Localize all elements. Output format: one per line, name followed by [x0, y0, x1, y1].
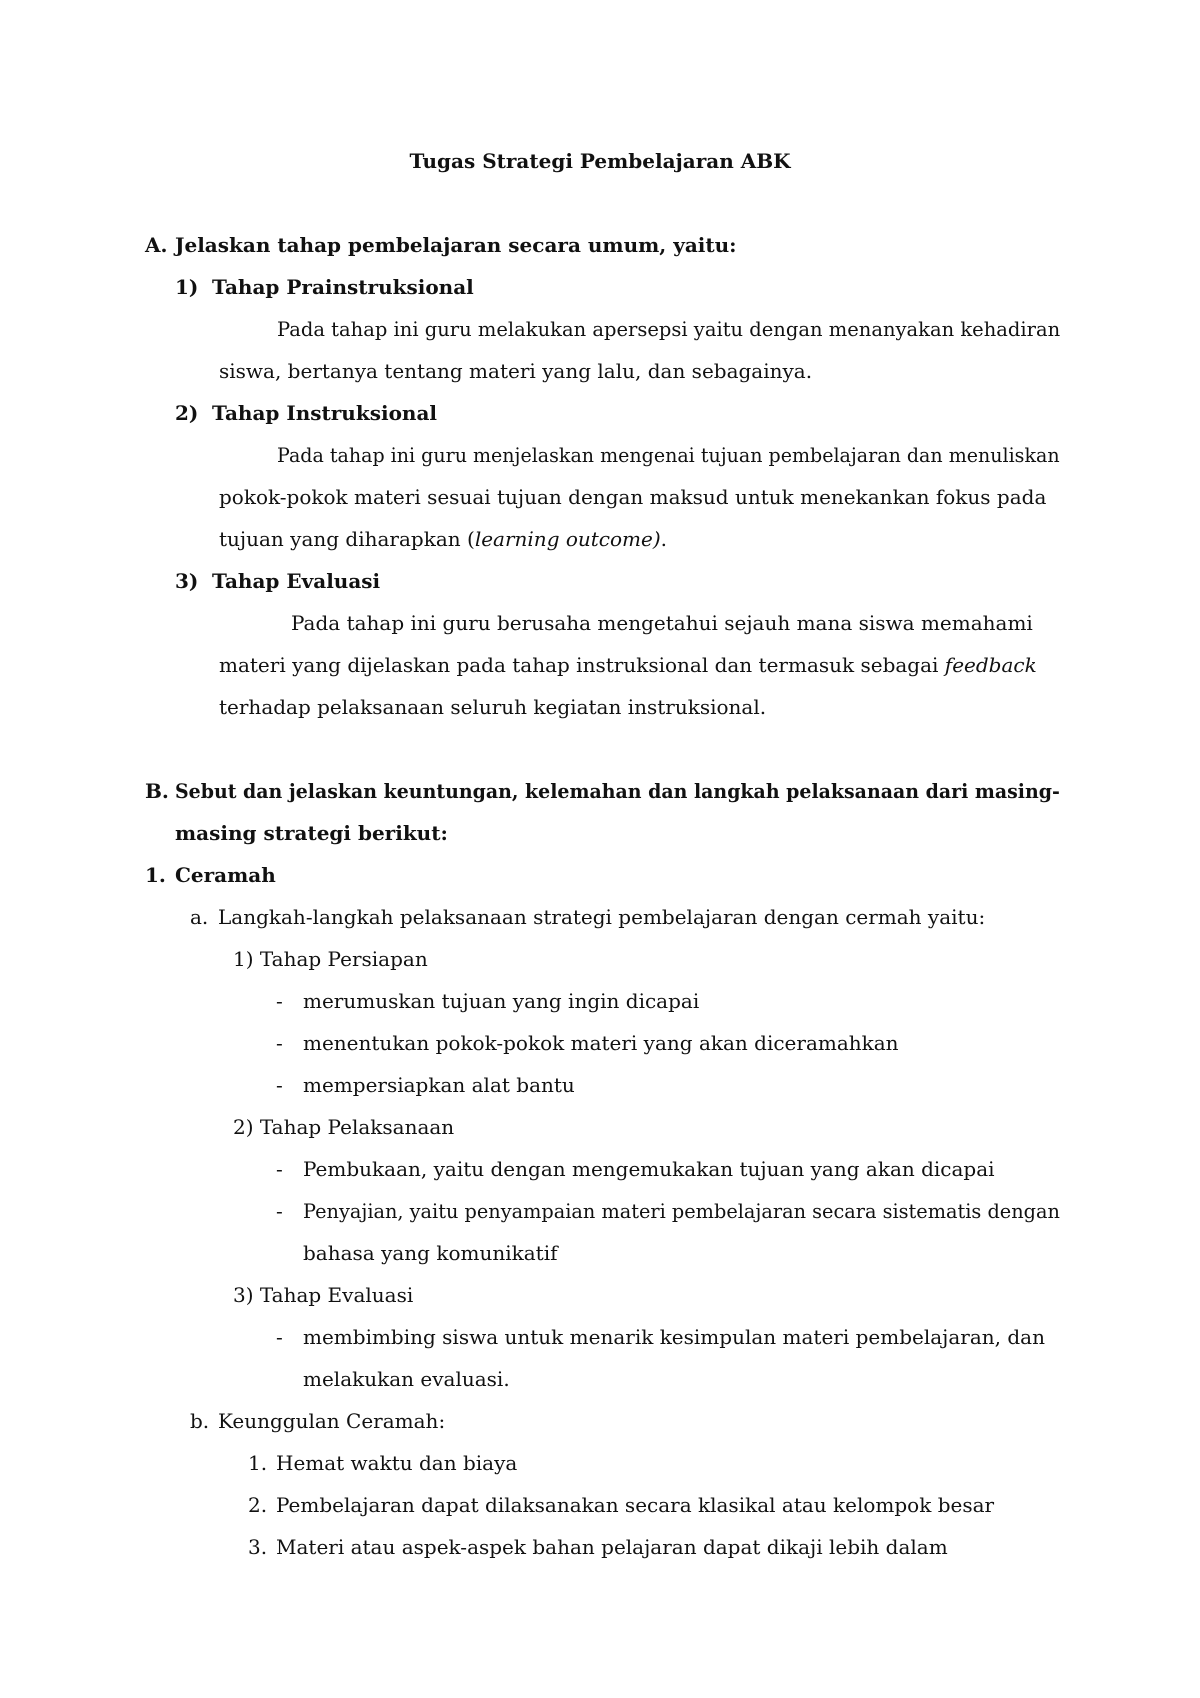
dash-marker: - — [276, 1073, 283, 1097]
dash-marker: - — [276, 1157, 283, 1181]
a-item-3-title: Tahap Evaluasi — [212, 569, 381, 593]
a-item-1-title: Tahap Prainstruksional — [212, 275, 474, 299]
a-item-2-line3-post: . — [660, 527, 668, 551]
section-b-heading-line2: masing strategi berikut: — [175, 821, 448, 845]
dash-marker: - — [276, 1199, 283, 1223]
a-item-3-line2-italic: feedback — [944, 653, 1037, 677]
a-item-3-line2-pre: materi yang dijelaskan pada tahap instruksional dan termasuk sebagai — [219, 653, 939, 677]
a-item-3-line3: terhadap pelaksanaan seluruh kegiatan instruksional. — [219, 695, 767, 719]
step-1-point-1: merumuskan tujuan yang ingin dicapai — [303, 989, 700, 1013]
a-item-1-line2: siswa, bertanya tentang materi yang lalu, dan sebagainya. — [219, 359, 813, 383]
dash-marker: - — [276, 1325, 283, 1349]
a-item-2-line3-italic: learning outcome) — [474, 527, 661, 551]
a-item-1-marker: 1) — [175, 275, 199, 299]
a-item-2-title: Tahap Instruksional — [212, 401, 437, 425]
a-item-2-marker: 2) — [175, 401, 199, 425]
page-title: Tugas Strategi Pembelajaran ABK — [409, 149, 791, 173]
keunggulan-3-text: Materi atau aspek-aspek bahan pelajaran dapat dikaji lebih dalam — [276, 1535, 948, 1559]
b-item-1-marker: 1. — [145, 863, 166, 887]
a-item-3-marker: 3) — [175, 569, 199, 593]
section-b-marker: B. — [145, 779, 169, 803]
step-3-label: 3) Tahap Evaluasi — [233, 1283, 414, 1307]
section-a-marker: A. — [145, 233, 168, 257]
a-item-3-line1: Pada tahap ini guru berusaha mengetahui sejauh mana siswa memahami — [291, 611, 1033, 635]
keunggulan-2-number: 2. — [248, 1493, 268, 1517]
ceramah-a-marker: a. — [190, 905, 209, 929]
keunggulan-3-number: 3. — [248, 1535, 268, 1559]
step-2-point-2-cont: bahasa yang komunikatif — [303, 1241, 558, 1265]
a-item-2-line3-pre: tujuan yang diharapkan ( — [219, 527, 475, 551]
a-item-2-line2: pokok-pokok materi sesuai tujuan dengan maksud untuk menekankan fokus pada — [219, 485, 1047, 509]
a-item-2-line1: Pada tahap ini guru menjelaskan mengenai tujuan pembelajaran dan menuliskan — [277, 443, 1060, 467]
a-item-2-line3 — [219, 526, 667, 552]
section-a-heading: Jelaskan tahap pembelajaran secara umum, yaitu: — [175, 233, 737, 257]
step-1-label: 1) Tahap Persiapan — [233, 947, 428, 971]
step-3-point-1-cont: melakukan evaluasi. — [303, 1367, 510, 1391]
step-1-point-3: mempersiapkan alat bantu — [303, 1073, 575, 1097]
b-item-1-title: Ceramah — [175, 863, 276, 887]
keunggulan-2-text: Pembelajaran dapat dilaksanakan secara klasikal atau kelompok besar — [276, 1493, 995, 1517]
keunggulan-1-text: Hemat waktu dan biaya — [276, 1451, 518, 1475]
keunggulan-1-number: 1. — [248, 1451, 268, 1475]
ceramah-b-text: Keunggulan Ceramah: — [218, 1409, 446, 1433]
a-item-1-line1: Pada tahap ini guru melakukan apersepsi yaitu dengan menanyakan kehadiran — [277, 317, 1061, 341]
section-b-heading-line1: Sebut dan jelaskan keuntungan, kelemahan dan langkah pelaksanaan dari masing- — [175, 779, 1060, 803]
step-2-label: 2) Tahap Pelaksanaan — [233, 1115, 455, 1139]
dash-marker: - — [276, 989, 283, 1013]
step-3-point-1: membimbing siswa untuk menarik kesimpulan materi pembelajaran, dan — [303, 1325, 1045, 1349]
step-2-point-1: Pembukaan, yaitu dengan mengemukakan tujuan yang akan dicapai — [303, 1157, 995, 1181]
step-1-point-2: menentukan pokok-pokok materi yang akan diceramahkan — [303, 1031, 899, 1055]
ceramah-a-text: Langkah-langkah pelaksanaan strategi pembelajaran dengan cermah yaitu: — [218, 905, 986, 929]
step-2-point-2: Penyajian, yaitu penyampaian materi pembelajaran secara sistematis dengan — [303, 1199, 1060, 1223]
a-item-3-line2 — [219, 652, 1037, 678]
dash-marker: - — [276, 1031, 283, 1055]
ceramah-b-marker: b. — [190, 1409, 210, 1433]
